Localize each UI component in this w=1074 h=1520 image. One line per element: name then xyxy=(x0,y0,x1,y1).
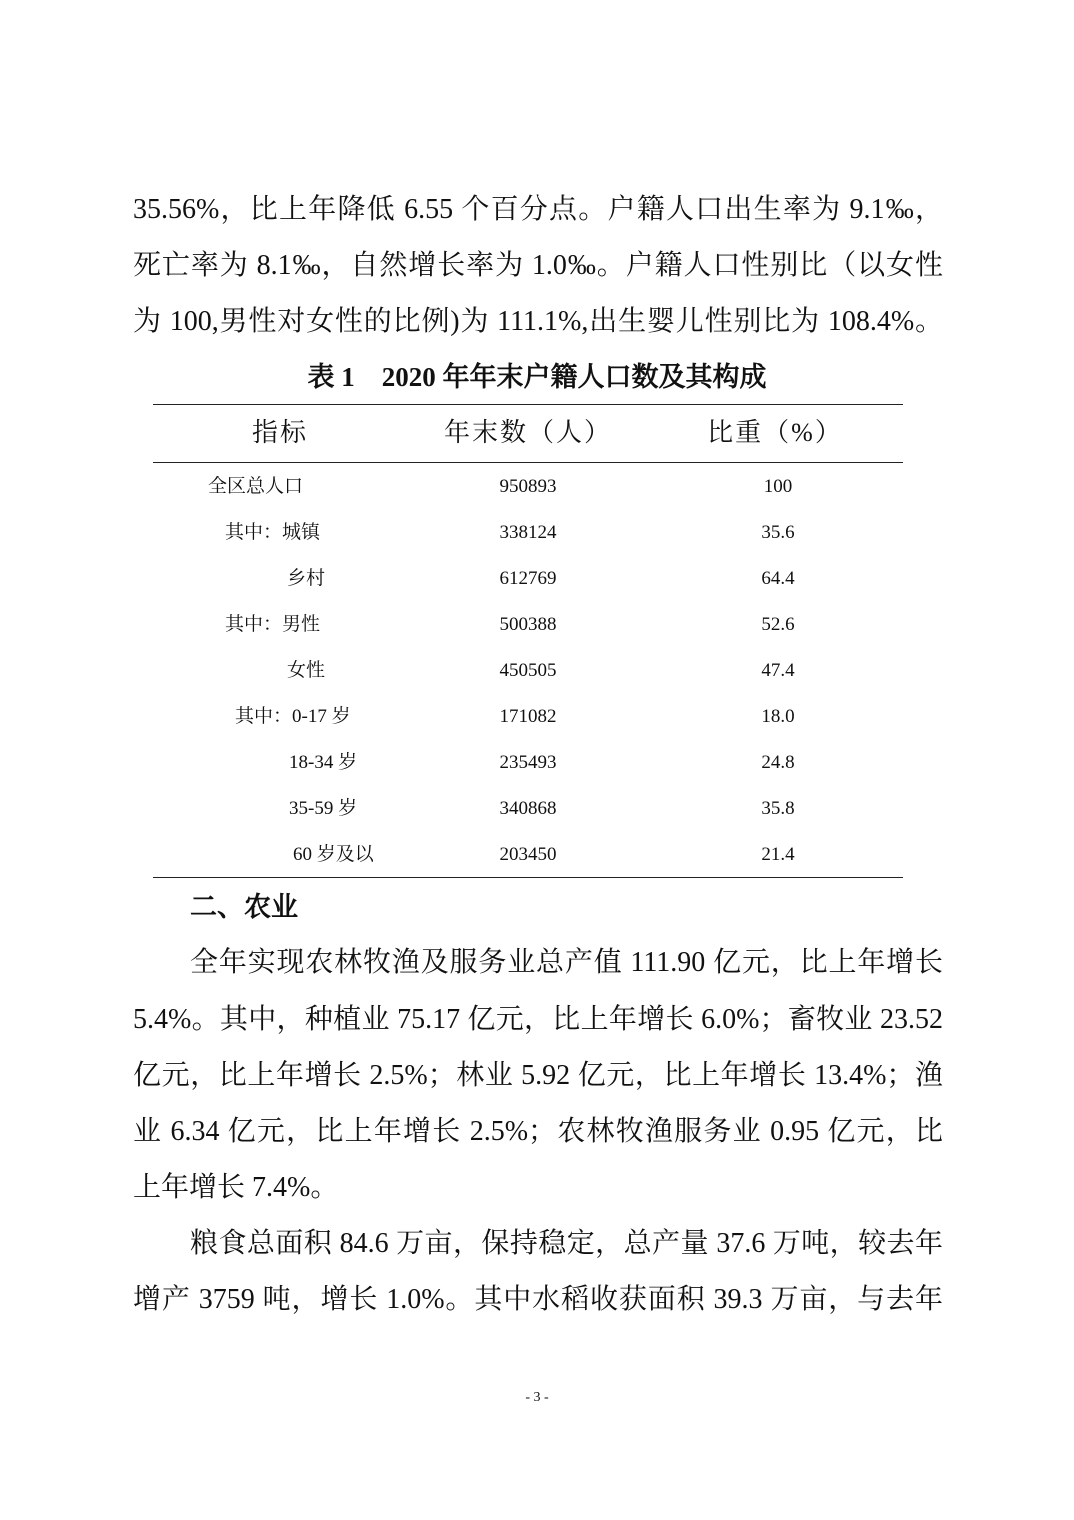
row-count: 950893 xyxy=(499,476,557,497)
row-label: 18-34 岁 xyxy=(289,752,358,773)
row-label: 其中：城镇 xyxy=(225,522,321,543)
text-line: 5.4%。其中，种植业 75.17 亿元，比上年增长 6.0%；畜牧业 23.52 xyxy=(133,1004,943,1035)
text-line: 35.56%，比上年降低 6.55 个百分点。户籍人口出生率为 9.1‰， xyxy=(133,194,943,225)
row-label: 其中：0-17 岁 xyxy=(235,706,351,727)
row-label: 35-59 岁 xyxy=(289,798,358,819)
row-count: 500388 xyxy=(499,614,557,635)
table-row xyxy=(153,657,903,703)
text-line: 亿元，比上年增长 2.5%；林业 5.92 亿元，比上年增长 13.4%；渔 xyxy=(133,1060,943,1091)
row-label: 全区总人口 xyxy=(208,476,304,497)
row-share: 24.8 xyxy=(761,752,795,773)
row-share: 100 xyxy=(763,476,793,497)
text-line: 粮食总面积 84.6 万亩，保持稳定，总产量 37.6 万吨，较去年 xyxy=(190,1228,943,1259)
table-row xyxy=(153,565,903,611)
row-count: 338124 xyxy=(499,522,557,543)
row-share: 64.4 xyxy=(761,568,795,589)
row-count: 340868 xyxy=(499,798,557,819)
row-label: 女性 xyxy=(287,660,326,681)
table-bottom-rule xyxy=(153,877,903,878)
row-label: 60 岁及以 xyxy=(293,844,374,865)
text-line: 全年实现农林牧渔及服务业总产值 111.90 亿元，比上年增长 xyxy=(190,947,943,978)
row-count: 171082 xyxy=(499,706,557,727)
row-label: 乡村 xyxy=(287,568,326,589)
header-share: 比重（%） xyxy=(707,418,843,447)
header-indicator: 指标 xyxy=(251,418,308,447)
row-label: 其中：男性 xyxy=(225,614,321,635)
table-row xyxy=(153,795,903,841)
table-row xyxy=(153,519,903,565)
text-line: 增产 3759 吨，增长 1.0%。其中水稻收获面积 39.3 万亩，与去年 xyxy=(133,1284,943,1315)
table-header-rule xyxy=(153,462,903,463)
row-count: 612769 xyxy=(499,568,557,589)
row-share: 35.6 xyxy=(761,522,795,543)
table-row xyxy=(153,749,903,795)
text-line: 业 6.34 亿元，比上年增长 2.5%；农林牧渔服务业 0.95 亿元，比 xyxy=(133,1116,943,1147)
text-line: 死亡率为 8.1‰，自然增长率为 1.0‰。户籍人口性别比（以女性 xyxy=(133,250,943,281)
row-share: 21.4 xyxy=(761,844,795,865)
page-number: - 3 - xyxy=(525,1390,549,1405)
text-line: 上年增长 7.4%。 xyxy=(133,1172,339,1203)
table-row xyxy=(153,841,903,887)
table-caption: 表 1 2020 年年末户籍人口数及其构成 xyxy=(307,362,767,392)
table-row xyxy=(153,473,903,519)
row-share: 52.6 xyxy=(761,614,795,635)
row-count: 235493 xyxy=(499,752,557,773)
text-line: 为 100,男性对女性的比例)为 111.1%,出生婴儿性别比为 108.4%。 xyxy=(133,306,943,337)
table-top-rule xyxy=(153,404,903,405)
row-count: 450505 xyxy=(499,660,557,681)
row-share: 18.0 xyxy=(761,706,795,727)
row-share: 35.8 xyxy=(761,798,795,819)
section-heading: 二、农业 xyxy=(190,892,298,922)
row-share: 47.4 xyxy=(761,660,795,681)
header-count: 年末数（人） xyxy=(443,418,612,447)
table-row xyxy=(153,703,903,749)
table-row xyxy=(153,611,903,657)
row-count: 203450 xyxy=(499,844,557,865)
